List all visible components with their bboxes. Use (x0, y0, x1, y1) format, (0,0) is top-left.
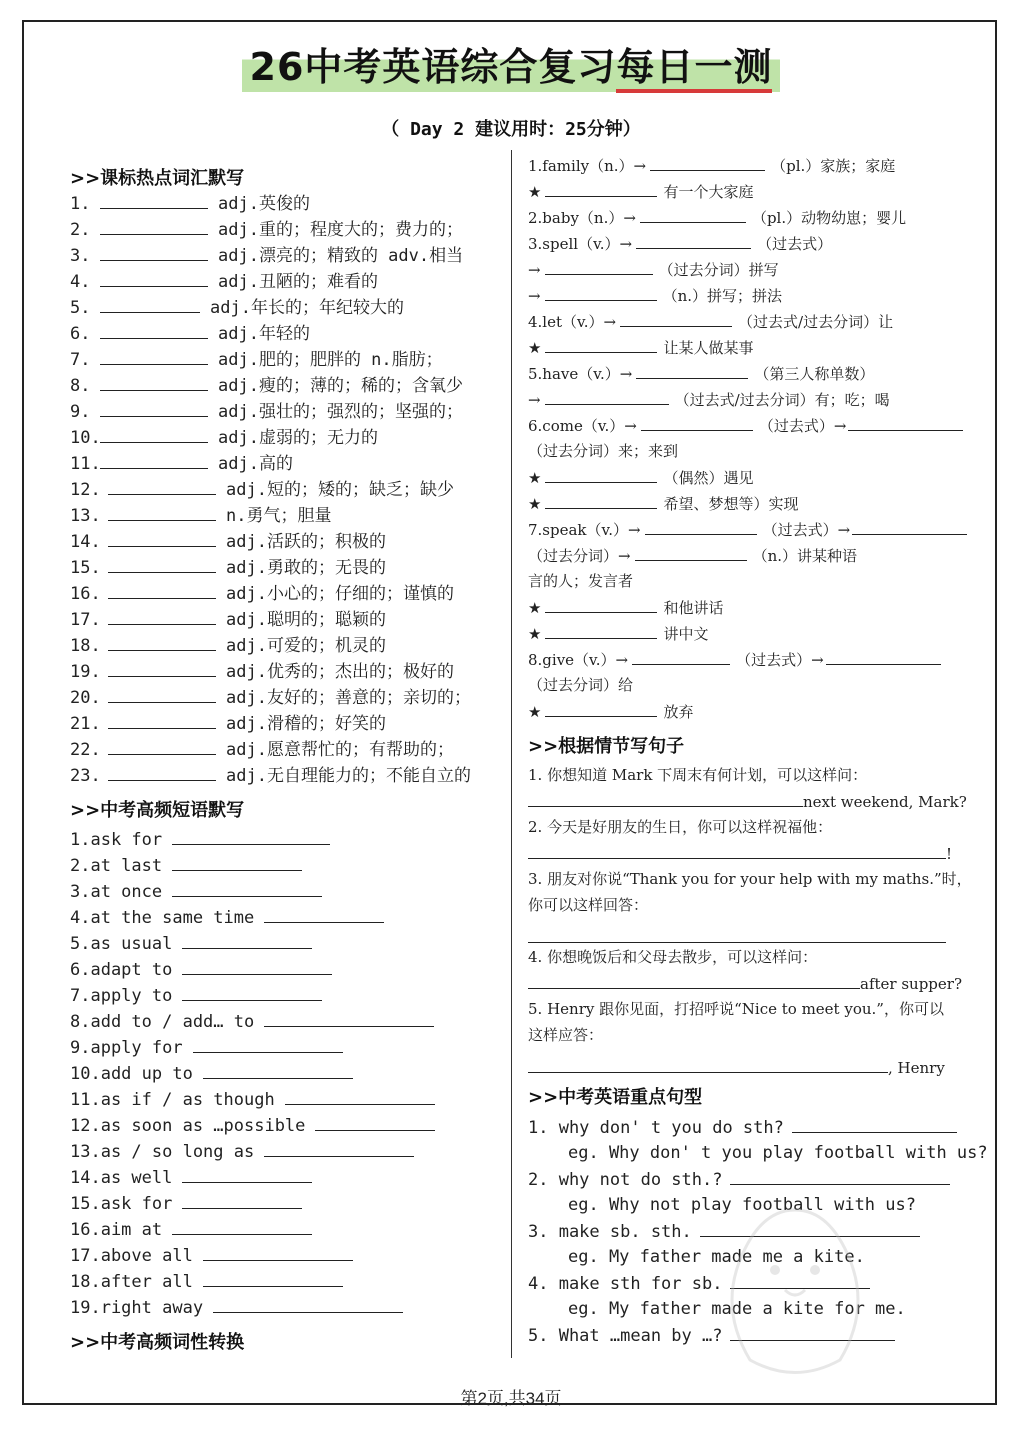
vocab-item (70, 582, 454, 605)
phrase-text: 1.ask for (70, 830, 163, 850)
answer-blank[interactable] (100, 322, 208, 339)
situation-answer-tail: next weekend, Mark? (803, 793, 967, 811)
phrase-item (70, 1166, 312, 1189)
answer-blank[interactable] (636, 362, 748, 379)
vocab-item (70, 556, 386, 579)
answer-blank[interactable] (528, 926, 946, 943)
answer-blank[interactable] (213, 1296, 403, 1313)
vocab-definition: adj.愿意帮忙的；有帮助的； (226, 740, 454, 760)
item-number: 6. (70, 324, 91, 344)
answer-blank[interactable] (108, 556, 216, 573)
phrase-text: 8.add to / add… to (70, 1012, 255, 1032)
answer-blank[interactable] (182, 1166, 312, 1183)
vocab-item (70, 738, 454, 761)
sentence-pattern (528, 1324, 895, 1347)
word-form-item (528, 570, 633, 592)
pattern-example: eg. Why don' t you play football with us? (568, 1143, 988, 1163)
situation-answer-tail: after supper? (860, 975, 962, 993)
phrase-text: 10.add up to (70, 1064, 193, 1084)
answer-blank[interactable] (108, 634, 216, 651)
word-form-prompt: 言的人；发言者 (528, 572, 634, 590)
word-form-hint: （过去分词）拼写 (658, 261, 779, 279)
word-form-prompt: 1.family（n.）→ (528, 157, 647, 175)
answer-blank[interactable] (100, 296, 200, 313)
word-form-prompt: → (528, 261, 541, 279)
word-form-hint: （过去式）→ (736, 651, 824, 669)
word-form-prompt: 7.speak（v.）→ (528, 521, 641, 539)
vocab-definition: adj.瘦的；薄的；稀的；含氧少 (218, 376, 463, 396)
vocab-definition: adj.年长的；年纪较大的 (210, 298, 404, 318)
item-number: 1. (70, 194, 91, 214)
phrase-item (70, 1218, 312, 1241)
answer-blank[interactable] (172, 1218, 312, 1235)
phrase-item (70, 1036, 343, 1059)
vocab-item (70, 660, 454, 683)
answer-blank[interactable] (100, 192, 208, 209)
word-form-hint: 讲中文 (663, 625, 709, 643)
pattern-text: 1. why don' t you do sth? (528, 1118, 784, 1138)
item-number: 9. (70, 402, 91, 422)
answer-blank[interactable] (632, 648, 730, 665)
phrase-item (70, 854, 302, 877)
pattern-example: eg. Why not play football with us? (568, 1195, 916, 1215)
vocab-definition: adj.高的 (218, 454, 293, 474)
answer-blank[interactable] (100, 400, 208, 417)
page-subtitle: （ Day 2 建议用时：25分钟） (381, 119, 641, 140)
word-form-item (528, 648, 941, 671)
answer-blank[interactable] (108, 608, 216, 625)
phrase-item (70, 984, 322, 1007)
title-highlight: 每日一测 (616, 45, 772, 93)
word-form-item (528, 310, 893, 333)
word-form-hint: （第三人称单数） (754, 365, 875, 383)
vocab-definition: adj.小心的；仔细的；谨慎的 (226, 584, 454, 604)
title-main: 26中考英语综合复习 (249, 45, 617, 89)
answer-blank[interactable] (645, 518, 757, 535)
word-form-prompt: 6.come（v.）→ (528, 417, 637, 435)
pattern-example: eg. My father made me a kite. (568, 1247, 865, 1267)
word-form-prompt: 8.give（v.）→ (528, 651, 629, 669)
word-form-item (528, 388, 890, 411)
section-heading-patterns: >>中考英语重点句型 (528, 1087, 703, 1108)
answer-blank[interactable] (528, 1056, 888, 1073)
vocab-definition: adj.可爱的；机灵的 (226, 636, 386, 656)
answer-blank[interactable] (545, 596, 657, 613)
phrase-text: 5.as usual (70, 934, 173, 954)
answer-blank[interactable] (635, 544, 747, 561)
word-form-item (528, 700, 693, 723)
word-form-item (528, 596, 723, 619)
word-form-hint: 让某人做某事 (663, 339, 754, 357)
vocab-item (70, 426, 378, 449)
answer-blank[interactable] (100, 218, 208, 235)
answer-blank[interactable] (730, 1272, 870, 1289)
vocab-item (70, 608, 386, 631)
item-number: 19. (70, 662, 101, 682)
phrase-text: 17.above all (70, 1246, 193, 1266)
vocab-item (70, 634, 386, 657)
answer-blank[interactable] (848, 414, 963, 431)
item-number: 3. (70, 246, 91, 266)
answer-blank[interactable] (264, 1140, 414, 1157)
vocab-definition: adj.优秀的；杰出的；极好的 (226, 662, 454, 682)
answer-blank[interactable] (730, 1168, 950, 1185)
vocab-item (70, 686, 471, 709)
answer-blank[interactable] (285, 1088, 435, 1105)
word-form-item (528, 414, 963, 437)
answer-blank[interactable] (193, 1036, 343, 1053)
situation-prompt: 2. 今天是好朋友的生日，你可以这样祝福他： (528, 818, 833, 836)
answer-blank[interactable] (100, 452, 208, 469)
word-form-item (528, 284, 782, 307)
item-number: 17. (70, 610, 101, 630)
vocab-definition: adj.强壮的；强烈的；坚强的； (218, 402, 463, 422)
answer-blank[interactable] (100, 244, 208, 261)
answer-blank[interactable] (172, 828, 330, 845)
answer-blank[interactable] (108, 686, 216, 703)
phrase-text: 6.adapt to (70, 960, 173, 980)
answer-blank[interactable] (545, 466, 657, 483)
item-number: 18. (70, 636, 101, 656)
answer-blank[interactable] (545, 180, 657, 197)
word-form-prompt: → (528, 287, 541, 305)
vocab-item (70, 452, 293, 475)
vocab-definition: adj.英俊的 (218, 194, 310, 214)
item-number: 22. (70, 740, 101, 760)
answer-blank[interactable] (528, 842, 946, 859)
situation-answer-line (528, 1056, 945, 1079)
sentence-pattern (528, 1220, 920, 1243)
pattern-text: 4. make sth for sb. (528, 1274, 723, 1294)
vocab-definition: adj.滑稽的；好笑的 (226, 714, 386, 734)
pattern-text: 5. What …mean by …? (528, 1326, 723, 1346)
phrase-item (70, 1270, 343, 1293)
word-form-item (528, 362, 874, 385)
word-form-item (528, 206, 906, 229)
pattern-text: 3. make sb. sth. (528, 1222, 692, 1242)
phrase-text: 18.after all (70, 1272, 193, 1292)
section-heading-vocab: >>课标热点词汇默写 (70, 168, 245, 189)
vocab-item (70, 218, 463, 241)
vocab-definition: adj.友好的；善意的；亲切的； (226, 688, 471, 708)
answer-blank[interactable] (650, 154, 765, 171)
phrase-text: 11.as if / as though (70, 1090, 275, 1110)
word-form-hint: （过去式）→ (758, 417, 847, 435)
answer-blank[interactable] (700, 1220, 920, 1237)
word-form-item (528, 544, 857, 567)
answer-blank[interactable] (545, 336, 657, 353)
vocab-definition: adj.活跃的；积极的 (226, 532, 386, 552)
situation-answer-line (528, 842, 952, 865)
word-form-hint: （n.）讲某种语 (752, 547, 858, 565)
vocab-definition: adj.聪明的；聪颖的 (226, 610, 386, 630)
item-number: 7. (70, 350, 91, 370)
item-number: 23. (70, 766, 101, 786)
phrase-text: 9.apply for (70, 1038, 183, 1058)
vocab-item (70, 348, 443, 371)
word-form-prompt: ★ (528, 599, 542, 617)
word-form-hint: 有一个大家庭 (663, 183, 754, 201)
vocab-item (70, 296, 404, 319)
word-form-prompt: 4.let（v.）→ (528, 313, 617, 331)
sentence-pattern (528, 1168, 950, 1191)
word-form-item (528, 622, 708, 645)
word-form-prompt: （过去分词）→ (528, 547, 631, 565)
vocab-item (70, 192, 310, 215)
item-number: 11. (70, 454, 101, 474)
section-heading-situations: >>根据情节写句子 (528, 736, 685, 757)
phrase-text: 4.at the same time (70, 908, 255, 928)
word-form-item (528, 336, 753, 359)
situation-answer-line (528, 790, 967, 813)
vocab-item (70, 374, 463, 397)
answer-blank[interactable] (620, 310, 732, 327)
phrase-item (70, 1010, 434, 1033)
phrase-item (70, 1296, 403, 1319)
situation-prompt: 5. Henry 跟你见面，打招呼说“Nice to meet you.”，你可以 (528, 1000, 944, 1018)
phrase-item (70, 1114, 435, 1137)
situation-prompt: 1. 你想知道 Mark 下周末有何计划，可以这样问： (528, 766, 868, 784)
vocab-item (70, 530, 386, 553)
situation-prompt: 3. 朋友对你说“Thank you for your help with my maths.”时， (528, 870, 972, 888)
item-number: 14. (70, 532, 101, 552)
vocab-item (70, 764, 471, 787)
section-heading-word-forms: >>中考高频词性转换 (70, 1332, 245, 1353)
answer-blank[interactable] (852, 518, 967, 535)
word-form-item (528, 492, 798, 515)
answer-blank[interactable] (203, 1062, 353, 1079)
answer-blank[interactable] (641, 414, 753, 431)
word-form-item (528, 518, 967, 541)
phrase-item (70, 1062, 353, 1085)
word-form-hint: 和他讲话 (663, 599, 724, 617)
answer-blank[interactable] (108, 660, 216, 677)
word-form-prompt: 2.baby（n.）→ (528, 209, 636, 227)
vocab-item (70, 322, 310, 345)
vocab-definition: adj.肥的；肥胖的 n.脂肪； (218, 350, 443, 370)
item-number: 2. (70, 220, 91, 240)
word-form-hint: 希望、梦想等）实现 (663, 495, 799, 513)
answer-blank[interactable] (182, 958, 332, 975)
vocab-definition: n.勇气；胆量 (226, 506, 332, 526)
phrase-item (70, 1244, 353, 1267)
vocab-definition: adj.勇敢的；无畏的 (226, 558, 386, 578)
answer-blank[interactable] (108, 582, 216, 599)
page-title (242, 42, 781, 92)
word-form-item (528, 232, 832, 255)
answer-blank[interactable] (108, 504, 216, 521)
answer-blank[interactable] (636, 232, 751, 249)
phrase-text: 15.ask for (70, 1194, 173, 1214)
word-form-prompt: （过去分词）来；来到 (528, 442, 679, 460)
answer-blank[interactable] (528, 790, 803, 807)
answer-blank[interactable] (545, 622, 657, 639)
phrase-text: 12.as soon as …possible (70, 1116, 306, 1136)
phrase-item (70, 1088, 435, 1111)
vocab-item (70, 478, 454, 501)
word-form-hint: （过去式/过去分词）让 (738, 313, 894, 331)
answer-blank[interactable] (100, 270, 208, 287)
answer-blank[interactable] (545, 492, 657, 509)
answer-blank[interactable] (528, 972, 860, 989)
word-form-item (528, 180, 753, 203)
vocab-definition: adj.无自理能力的；不能自立的 (226, 766, 471, 786)
answer-blank[interactable] (826, 648, 941, 665)
word-form-hint: （过去式）→ (762, 521, 851, 539)
situation-prompt-cont: 你可以这样回答： (528, 896, 649, 914)
word-form-item (528, 258, 779, 281)
item-number: 5. (70, 298, 91, 318)
answer-blank[interactable] (182, 1192, 302, 1209)
answer-blank[interactable] (545, 284, 657, 301)
answer-blank[interactable] (108, 738, 216, 755)
vocab-item (70, 712, 386, 735)
word-form-prompt: ★ (528, 183, 542, 201)
situation-answer-tail: ! (946, 845, 953, 863)
answer-blank[interactable] (100, 426, 208, 443)
answer-blank[interactable] (172, 854, 302, 871)
word-form-prompt: ★ (528, 495, 542, 513)
word-form-item (528, 440, 678, 462)
answer-blank[interactable] (792, 1116, 957, 1133)
word-form-item (528, 674, 633, 696)
word-form-prompt: ★ (528, 339, 542, 357)
answer-blank[interactable] (172, 880, 322, 897)
answer-blank[interactable] (203, 1244, 353, 1261)
vocab-item (70, 400, 463, 423)
answer-blank[interactable] (315, 1114, 435, 1131)
answer-blank[interactable] (100, 374, 208, 391)
situation-answer-tail: , Henry (888, 1059, 945, 1077)
item-number: 4. (70, 272, 91, 292)
column-divider (511, 150, 512, 1358)
answer-blank[interactable] (203, 1270, 343, 1287)
vocab-definition: adj.短的；矮的；缺乏；缺少 (226, 480, 454, 500)
vocab-definition: adj.虚弱的；无力的 (218, 428, 378, 448)
answer-blank[interactable] (264, 906, 384, 923)
page-footer: 第2页,共34页 (460, 1389, 562, 1408)
phrase-text: 13.as / so long as (70, 1142, 255, 1162)
phrase-item (70, 932, 312, 955)
situation-prompt-cont: 这样应答： (528, 1026, 604, 1044)
word-form-hint: （pl.）家族；家庭 (771, 157, 896, 175)
word-form-prompt: 3.spell（v.）→ (528, 235, 633, 253)
word-form-prompt: ★ (528, 469, 542, 487)
phrase-text: 7.apply to (70, 986, 173, 1006)
title-block (0, 42, 1022, 92)
word-form-hint: （pl.）动物幼崽；婴儿 (751, 209, 907, 227)
phrase-text: 3.at once (70, 882, 163, 902)
item-number: 12. (70, 480, 101, 500)
answer-blank[interactable] (545, 700, 657, 717)
word-form-item (528, 154, 895, 177)
answer-blank[interactable] (182, 984, 322, 1001)
vocab-item (70, 270, 378, 293)
word-form-item (528, 466, 753, 489)
word-form-prompt: 5.have（v.）→ (528, 365, 633, 383)
pattern-example: eg. My father made a kite for me. (568, 1299, 906, 1319)
item-number: 16. (70, 584, 101, 604)
phrase-item (70, 1140, 414, 1163)
word-form-prompt: （过去分词）给 (528, 676, 634, 694)
phrase-text: 16.aim at (70, 1220, 163, 1240)
item-number: 20. (70, 688, 101, 708)
vocab-definition: adj.年轻的 (218, 324, 310, 344)
phrase-text: 14.as well (70, 1168, 173, 1188)
word-form-hint: （过去式/过去分词）有；吃；喝 (674, 391, 890, 409)
item-number: 13. (70, 506, 101, 526)
item-number: 8. (70, 376, 91, 396)
answer-blank[interactable] (108, 712, 216, 729)
answer-blank[interactable] (640, 206, 746, 223)
phrase-item (70, 958, 332, 981)
sentence-pattern (528, 1116, 957, 1139)
answer-blank[interactable] (108, 478, 216, 495)
vocab-item (70, 244, 463, 267)
answer-blank[interactable] (545, 258, 653, 275)
pattern-text: 2. why not do sth.? (528, 1170, 723, 1190)
phrase-item (70, 880, 322, 903)
situation-answer-line (528, 972, 962, 995)
section-heading-phrases: >>中考高频短语默写 (70, 800, 245, 821)
word-form-prompt: ★ (528, 703, 542, 721)
answer-blank[interactable] (182, 932, 312, 949)
answer-blank[interactable] (100, 348, 208, 365)
answer-blank[interactable] (730, 1324, 895, 1341)
phrase-item (70, 828, 330, 851)
phrase-text: 19.right away (70, 1298, 204, 1318)
phrase-item (70, 906, 384, 929)
item-number: 15. (70, 558, 101, 578)
item-number: 10. (70, 428, 101, 448)
phrase-item (70, 1192, 302, 1215)
answer-blank[interactable] (545, 388, 669, 405)
answer-blank[interactable] (108, 764, 216, 781)
word-form-prompt: ★ (528, 625, 542, 643)
vocab-item (70, 504, 331, 527)
phrase-text: 2.at last (70, 856, 163, 876)
vocab-definition: adj.漂亮的；精致的 adv.相当 (218, 246, 464, 266)
word-form-hint: （偶然）遇见 (663, 469, 754, 487)
situation-prompt: 4. 你想晚饭后和父母去散步，可以这样问： (528, 948, 818, 966)
word-form-hint: 放弃 (663, 703, 694, 721)
word-form-hint: （过去式） (757, 235, 833, 253)
answer-blank[interactable] (108, 530, 216, 547)
word-form-hint: （n.）拼写；拼法 (662, 287, 783, 305)
answer-blank[interactable] (264, 1010, 434, 1027)
vocab-definition: adj.重的；程度大的；费力的； (218, 220, 463, 240)
item-number: 21. (70, 714, 101, 734)
vocab-definition: adj.丑陋的；难看的 (218, 272, 378, 292)
word-form-prompt: → (528, 391, 541, 409)
sentence-pattern (528, 1272, 870, 1295)
